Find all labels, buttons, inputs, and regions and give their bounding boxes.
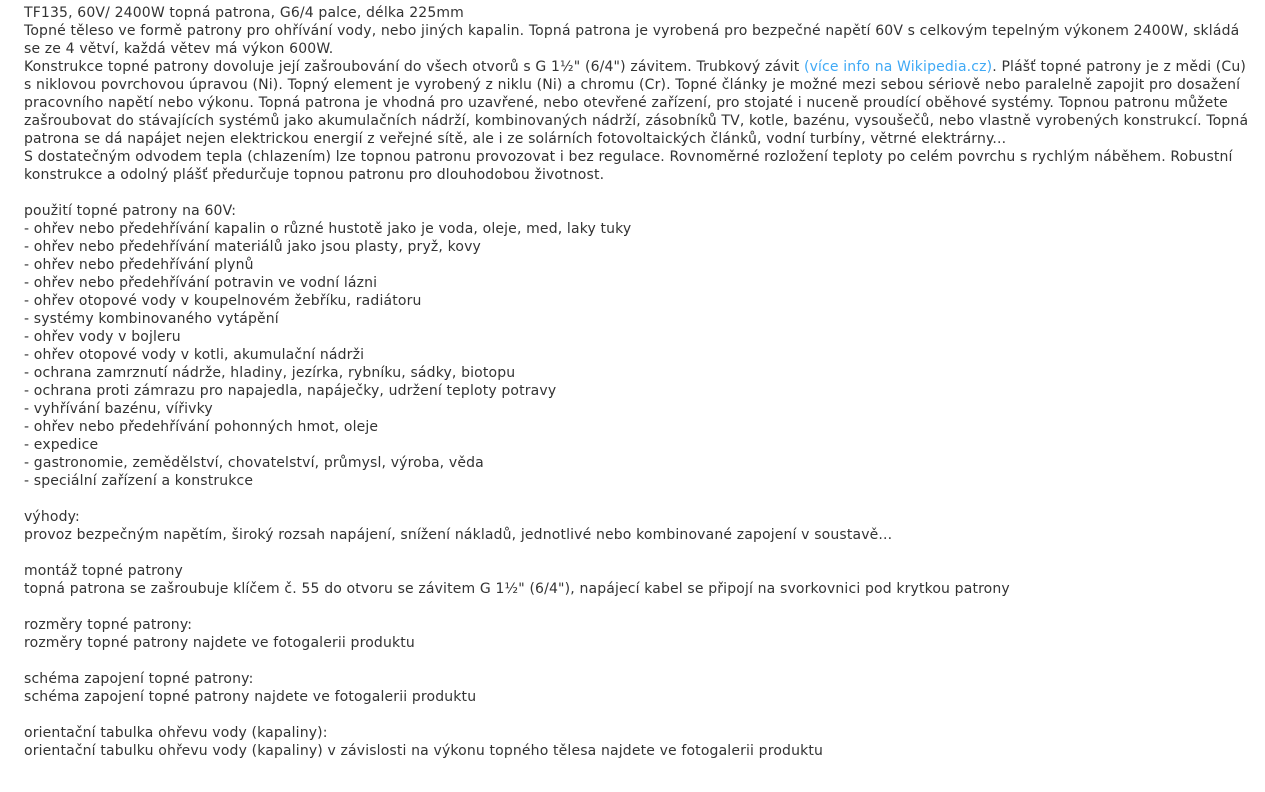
usage-item: - ochrana zamrznutí nádrže, hladiny, jezírka, rybníku, sádky, biotopu	[24, 365, 516, 381]
mounting-text: topná patrona se zašroubuje klíčem č. 55 do otvoru se závitem G 1½" (6/4"), napájecí kabel se připojí na svorkovnici pod krytkou patrony	[24, 581, 1010, 597]
dimensions-text: rozměry topné patrony najdete ve fotogalerii produktu	[24, 635, 415, 651]
advantages-text: provoz bezpečným napětím, široký rozsah napájení, snížení nákladů, jednotlivé nebo kombinované zapojení v soustavě...	[24, 527, 893, 543]
dimensions-heading: rozměry topné patrony:	[24, 617, 193, 633]
spacer	[24, 544, 1249, 562]
product-title: TF135, 60V/ 2400W topná patrona, G6/4 palce, délka 225mm	[24, 5, 464, 21]
usage-item: - ohřev otopové vody v kotli, akumulační nádrži	[24, 347, 365, 363]
usage-item: - ochrana proti zámrazu pro napajedla, napáječky, udržení teploty potravy	[24, 383, 557, 399]
usage-item: - systémy kombinovaného vytápění	[24, 311, 279, 327]
heating-table-text: orientační tabulku ohřevu vody (kapaliny) v závislosti na výkonu topného tělesa najdete ve fotogalerii produktu	[24, 743, 824, 759]
usage-item: - vyhřívání bazénu, vířivky	[24, 401, 213, 417]
intro-paragraph-1: Topné těleso ve formě patrony pro ohřívání vody, nebo jiných kapalin. Topná patrona je vyrobená pro bezpečné napětí 60V s celkovým tepelným výkonem 2400W, skládá se ze 4 větví, každá větev má výkon 600W.	[24, 23, 1240, 57]
usage-item: - ohřev vody v bojleru	[24, 329, 181, 345]
wiring-text: schéma zapojení topné patrony najdete ve fotogalerii produktu	[24, 689, 477, 705]
usage-item: - ohřev nebo předehřívání kapalin o různé hustotě jako je voda, oleje, med, laky tuky	[24, 221, 632, 237]
intro-paragraph-3: S dostatečným odvodem tepla (chlazením) lze topnou patronu provozovat i bez regulace. Rovnoměrné rozložení teploty po celém povrchu s rychlým náběhem. Robustní konstrukce a odolný plášť předurčuje topnou patronu pro dlouhodobou životnost.	[24, 149, 1233, 183]
heating-table-heading: orientační tabulka ohřevu vody (kapaliny):	[24, 725, 328, 741]
intro-paragraph-2-end: . Plášť topné patrony je z mědi (Cu) s niklovou povrchovou úpravou (Ni). Topný element je vyrobený z niklu (Ni) a chromu (Cr). Topné články je možné mezi sebou sériově nebo paralelně zapojit pro dosažení pracovního napětí nebo výkonu. Topná patrona je vhodná pro uzavřené, nebo otevřené zařízení, pro stojaté i nuceně proudící oběhové systémy. Topnou patronu můžete zašroubovat do stávajících systémů jako akumulačních nádrží, kombinovaných nádrží, zásobníků TV, kotle, bazénu, vysoušečů, nebo vlastně vyrobených konstrukcí. Topná patrona se dá napájet nejen elektrickou energií z veřejné sítě, ale i ze solárních fotovoltaických článků, vodní turbíny, větrné elektrárny...	[24, 59, 1249, 147]
spacer	[24, 184, 1249, 202]
mounting-heading: montáž topné patrony	[24, 563, 183, 579]
spacer	[24, 490, 1249, 508]
usage-heading: použití topné patrony na 60V:	[24, 203, 237, 219]
product-description	[24, 4, 1249, 760]
wikipedia-link[interactable]: (více info na Wikipedia.cz)	[803, 59, 993, 75]
usage-item: - ohřev nebo předehřívání potravin ve vodní lázni	[24, 275, 378, 291]
spacer	[24, 598, 1249, 616]
advantages-heading: výhody:	[24, 509, 80, 525]
usage-item: - ohřev nebo předehřívání plynů	[24, 257, 254, 273]
wiring-heading: schéma zapojení topné patrony:	[24, 671, 254, 687]
usage-item: - speciální zařízení a konstrukce	[24, 473, 254, 489]
intro-paragraph-2-start: Konstrukce topné patrony dovoluje její zašroubování do všech otvorů s G 1½" (6/4") závitem. Trubkový závit	[24, 59, 804, 75]
usage-item: - expedice	[24, 437, 99, 453]
usage-item: - ohřev nebo předehřívání pohonných hmot, oleje	[24, 419, 379, 435]
spacer	[24, 706, 1249, 724]
usage-item: - gastronomie, zemědělství, chovatelství, průmysl, výroba, věda	[24, 455, 484, 471]
intro-paragraph-2	[24, 58, 1249, 148]
usage-item: - ohřev otopové vody v koupelnovém žebříku, radiátoru	[24, 293, 422, 309]
usage-item: - ohřev nebo předehřívání materiálů jako jsou plasty, pryž, kovy	[24, 239, 481, 255]
spacer	[24, 652, 1249, 670]
